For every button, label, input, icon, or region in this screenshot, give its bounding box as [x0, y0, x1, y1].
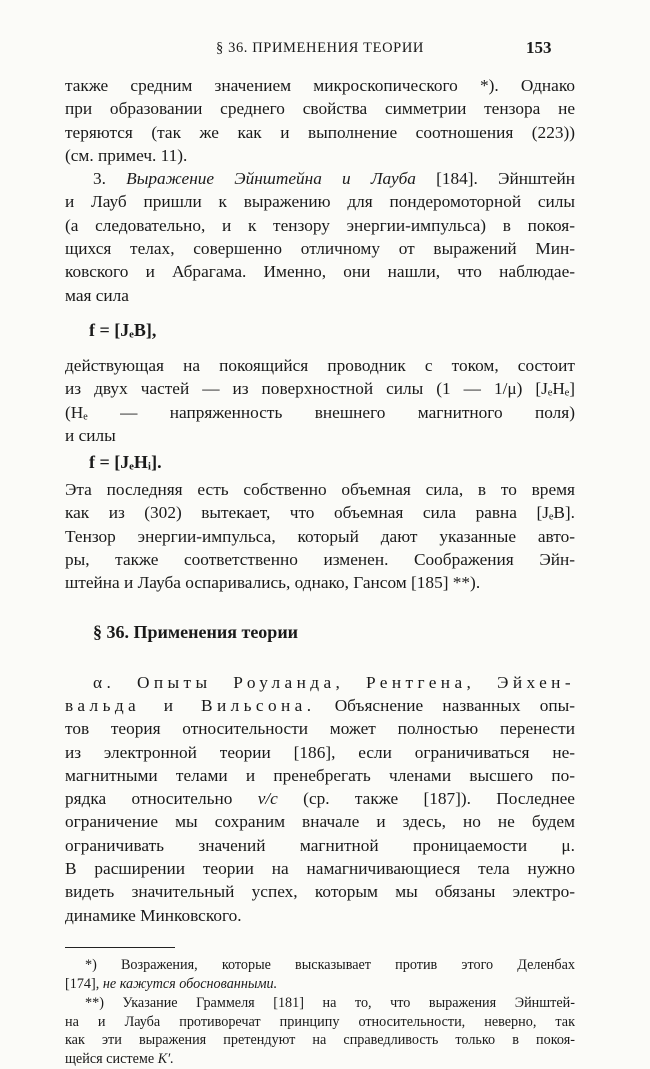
text-line: видеть значительный успех, которым мы обязаны электро- — [65, 882, 575, 902]
footnote-line — [65, 975, 575, 994]
footnotes — [65, 956, 575, 1069]
text-line: из электронной теории [186], если ограничиваться не- — [65, 742, 575, 762]
text-line — [65, 694, 575, 717]
text-line: ограничивать значений магнитной проницаемости μ. — [65, 835, 575, 855]
footnote-line: на и Лауба противоречат принципу относительности, неверно, так — [65, 1013, 575, 1030]
text-line: ры, также соответственно изменен. Соображения Эйн- — [65, 550, 575, 570]
text-line: мая сила — [65, 285, 129, 305]
text-span: не кажутся обоснованными. — [102, 975, 278, 992]
text-line — [65, 167, 575, 190]
text-line: ограничение мы сохраним вначале и здесь, но не будем — [65, 812, 575, 832]
running-head: § 36. ПРИМЕНЕНИЯ ТЕОРИИ — [216, 40, 424, 56]
item-number: 3. — [93, 169, 127, 189]
text-line: также средним значением микроскопического *). Однако — [65, 76, 575, 95]
paragraph-5 — [65, 671, 575, 927]
subsection-title: Выражение Эйнштейна и Лауба — [126, 169, 416, 189]
text-line: тов теория относительности может полностью перенести — [65, 719, 575, 739]
footnote-line: **) Указание Граммеля [181] на то, что выражения Эйнштей- — [85, 994, 575, 1011]
citation: [174], — [65, 975, 103, 992]
text-line: теряются (так же как и выполнение соотношения (223)) — [65, 122, 575, 142]
text-line: и Лауб пришли к выражению для пондеромоторной силы — [65, 192, 575, 212]
text-line: В расширении теории на намагничивающиеся тела нужно — [65, 859, 575, 879]
text-line: действующая на покоящийся проводник с током, состоит — [65, 355, 575, 375]
formula-force-1: f = [JₑB], — [89, 319, 157, 340]
section-heading: § 36. Применения теории — [93, 621, 299, 642]
footnote-line: как эти выражения претендуют на справедливость только в покоя- — [65, 1032, 575, 1049]
footnote-line: *) Возражения, которые высказывает против этого Деленбах — [85, 956, 575, 973]
text-line: штейна и Лауба оспаривались, однако, Гансом [185] **). — [65, 573, 481, 593]
text-line: (а следовательно, и к тензору энергии-импульса) в покоя- — [65, 215, 575, 235]
page-number: 153 — [526, 38, 552, 57]
paragraph-1 — [65, 74, 575, 167]
text-line: (см. примеч. 11). — [65, 145, 188, 165]
formula-force-2: f = [JₑHᵢ]. — [89, 452, 162, 473]
text-line: (Hₑ — напряженность внешнего магнитного поля) — [65, 402, 575, 422]
text-line: Эта последняя есть собственно объемная сила, в то время — [65, 480, 575, 500]
text-line: при образовании среднего свойства симметрии тензора не — [65, 99, 575, 119]
page-header — [0, 38, 650, 62]
paragraph-einstein-laub — [65, 167, 575, 307]
text-line: ковского и Абрагама. Именно, они нашли, что наблюдае- — [65, 262, 575, 282]
footnote-line — [65, 1050, 575, 1069]
math-symbol: K′. — [157, 1051, 174, 1068]
paragraph-3 — [65, 354, 575, 447]
text-span: (ср. также [187]). Последнее — [277, 789, 575, 809]
text-line: динамике Минковского. — [65, 905, 242, 925]
text-line: Тензор энергии-импульса, который дают указанные авто- — [65, 526, 575, 546]
text-span: рядка относительно — [65, 789, 258, 809]
text-line: из двух частей — из поверхностной силы (1 — 1/μ) [JₑHₑ] — [65, 379, 575, 399]
text-span: щейся системе — [65, 1051, 158, 1068]
math-ratio: v/c — [257, 789, 278, 809]
text-line: α. Опыты Роуланда, Рентгена, Эйхен- — [93, 672, 575, 692]
paragraph-4 — [65, 478, 575, 594]
text-line: как из (302) вытекает, что объемная сила равна [JₑB]. — [65, 503, 575, 523]
text-span: Объяснение названных опы- — [315, 695, 575, 715]
text-line: щихся телах, совершенно отличному от выражений Мин- — [65, 239, 575, 259]
text-line: и силы — [65, 425, 116, 445]
main-text — [65, 74, 575, 1069]
text-line: магнитными телами и пренебрегать членами высшего по- — [65, 765, 575, 785]
footnote-divider — [65, 947, 175, 948]
text-line — [65, 787, 575, 810]
citation: [184]. Эйнштейн — [415, 169, 575, 189]
spaced-title: вальда и Вильсона. — [65, 695, 316, 715]
